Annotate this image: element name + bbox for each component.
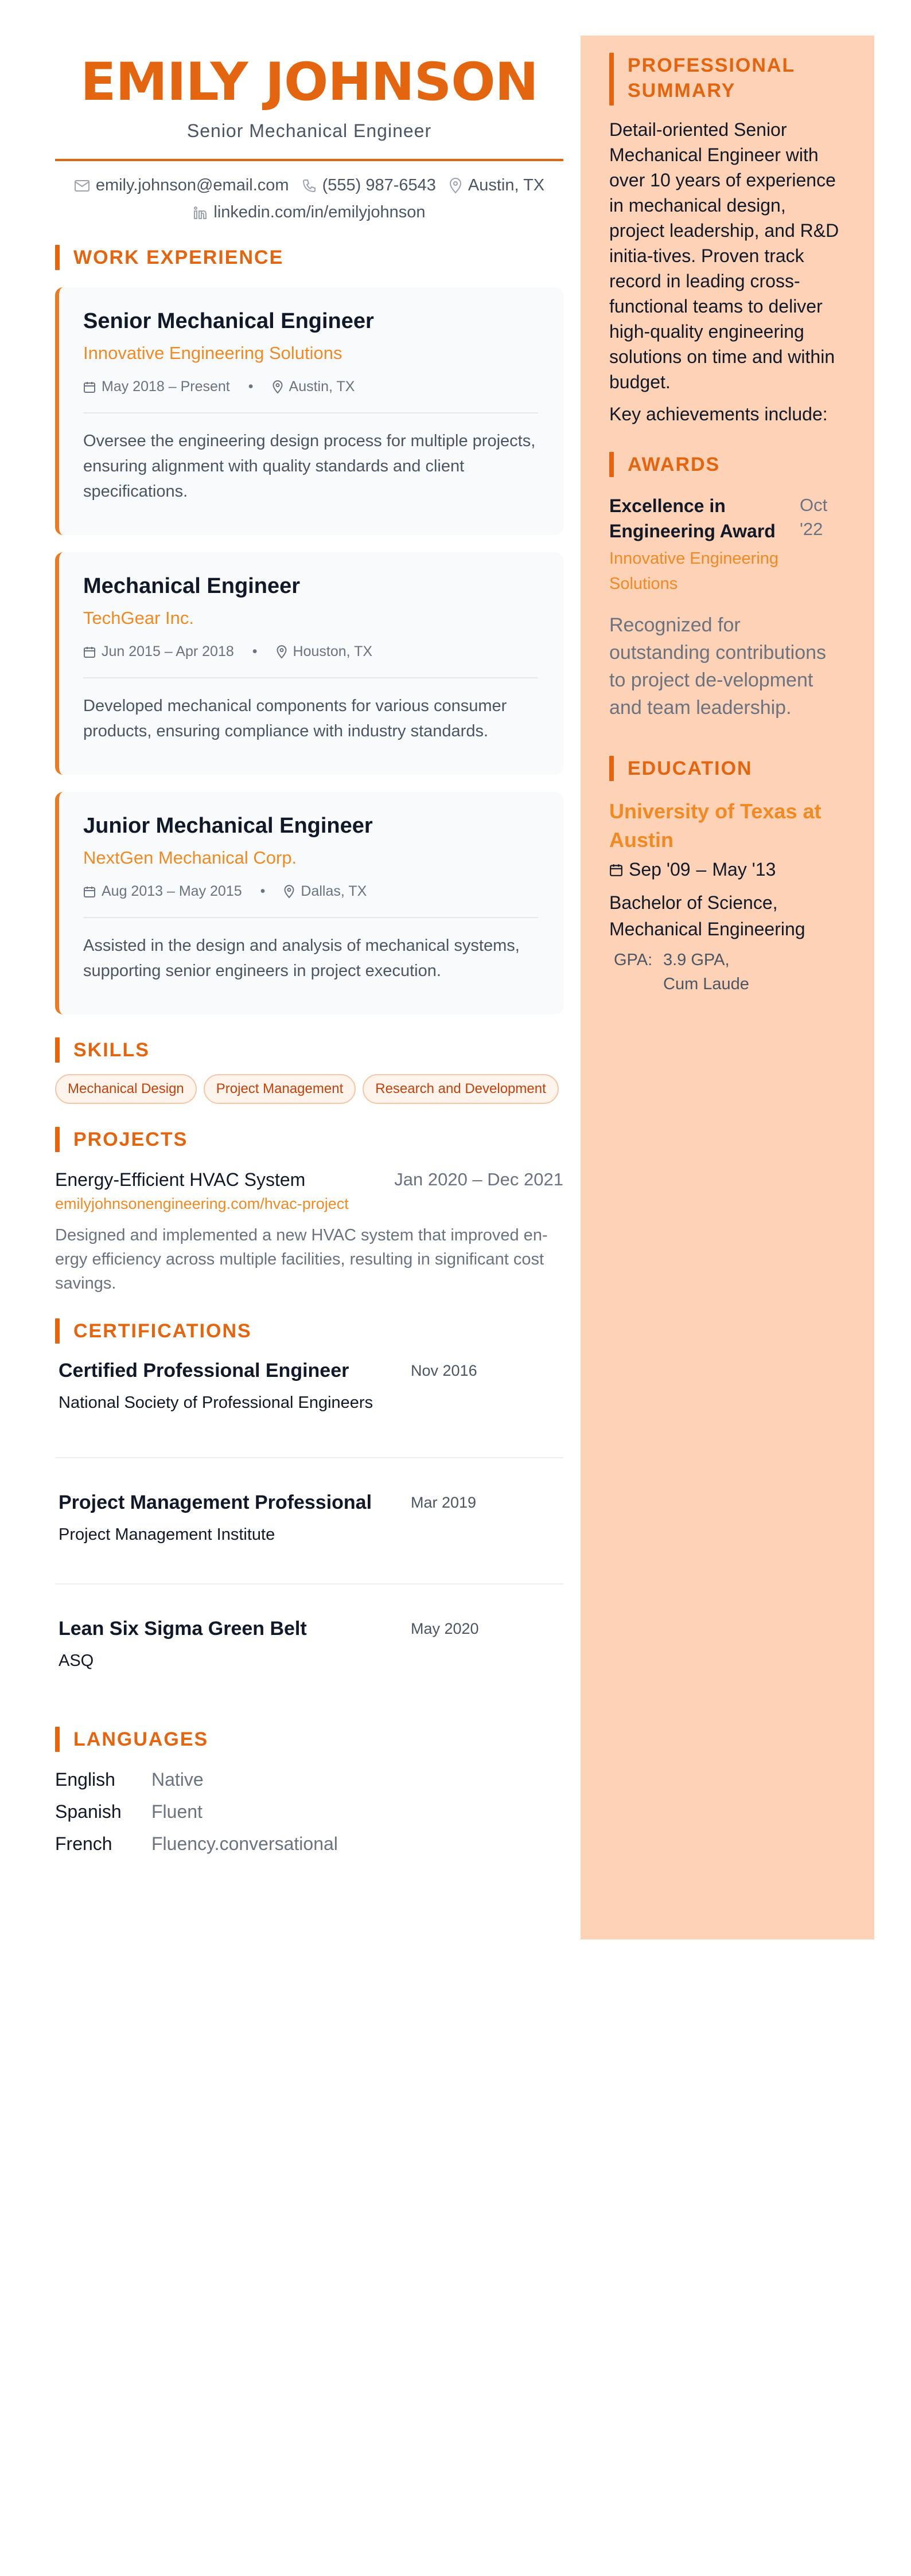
meta-separator: • bbox=[248, 378, 254, 395]
header-divider bbox=[55, 159, 563, 161]
education-section-title bbox=[609, 756, 846, 781]
awards-section-title bbox=[609, 452, 846, 477]
main-column bbox=[55, 50, 563, 1860]
skill-tag: Mechanical Design bbox=[55, 1074, 197, 1104]
projects-section-label: PROJECTS bbox=[73, 1128, 188, 1150]
skill-tag: Research and Development bbox=[363, 1074, 559, 1104]
education-gpa bbox=[609, 948, 846, 996]
gpa-label: GPA: bbox=[614, 951, 653, 969]
job-card bbox=[55, 287, 563, 535]
job-divider bbox=[83, 917, 538, 918]
job-title: Mechanical Engineer bbox=[83, 574, 301, 598]
section-accent-bar bbox=[609, 452, 614, 477]
job-company: Innovative Engineering Solutions bbox=[83, 343, 342, 363]
project-name: Energy-Efficient HVAC System bbox=[55, 1169, 306, 1190]
language-level: Fluent bbox=[151, 1801, 203, 1822]
job-title: Senior Mechanical Engineer bbox=[83, 309, 374, 333]
map-pin-icon bbox=[283, 885, 295, 899]
sidebar bbox=[581, 36, 874, 1939]
certification-item bbox=[55, 1618, 563, 1704]
education-school: University of Texas at Austin bbox=[609, 799, 822, 852]
summary-section-title bbox=[609, 53, 846, 106]
meta-separator: • bbox=[260, 883, 266, 899]
language-row bbox=[55, 1828, 563, 1860]
language-row bbox=[55, 1763, 563, 1796]
certification-title: Project Management Professional bbox=[59, 1492, 372, 1513]
languages-list bbox=[55, 1763, 563, 1860]
skills-section-title bbox=[55, 1037, 563, 1063]
job-dates: May 2018 – Present bbox=[102, 378, 230, 395]
certification-title: Lean Six Sigma Green Belt bbox=[59, 1618, 307, 1640]
education-dates bbox=[609, 859, 846, 880]
projects-section-title bbox=[55, 1127, 563, 1152]
certification-divider bbox=[55, 1583, 563, 1584]
education-end: May '13 bbox=[712, 859, 776, 880]
certification-divider bbox=[55, 1457, 563, 1458]
location-text: Austin, TX bbox=[468, 176, 545, 194]
email-item[interactable] bbox=[74, 176, 289, 195]
map-pin-icon bbox=[449, 178, 462, 194]
languages-section-label: LANGUAGES bbox=[73, 1728, 209, 1750]
job-description: Oversee the engineering design process for multiple projects, ensuring alignment with quality standards and client specifications. bbox=[83, 432, 536, 501]
candidate-name: EMILY JOHNSON bbox=[80, 52, 538, 112]
phone-item[interactable] bbox=[302, 176, 436, 195]
summary-text: Detail-oriented Senior Mechanical Engineer with over 10 years of experience in mechanical design, project leadership, and R&D initia-tives. Proven track record in leading cross-functional teams to deliver high-quality engineering solutions on time and within budget. bbox=[609, 119, 839, 392]
certifications-section-label: CERTIFICATIONS bbox=[73, 1320, 252, 1342]
certifications-section-title bbox=[55, 1318, 563, 1344]
language-level: Native bbox=[151, 1769, 204, 1790]
education-section-label: EDUCATION bbox=[628, 758, 753, 779]
section-accent-bar bbox=[609, 53, 614, 106]
languages-section-title bbox=[55, 1727, 563, 1752]
work-section-label: WORK EXPERIENCE bbox=[73, 246, 284, 268]
award-org: Innovative Engineering Solutions bbox=[609, 549, 779, 593]
section-accent-bar bbox=[55, 1037, 60, 1063]
project-dates: Jan 2020 – Dec 2021 bbox=[394, 1169, 563, 1189]
job-card bbox=[55, 552, 563, 775]
award-header bbox=[609, 493, 846, 544]
contact-row bbox=[55, 176, 563, 195]
certification-org: National Society of Professional Engineers bbox=[59, 1394, 373, 1412]
calendar-icon bbox=[83, 885, 96, 898]
language-level: Fluency.conversational bbox=[151, 1833, 338, 1854]
language-name: Spanish bbox=[55, 1801, 122, 1822]
section-accent-bar bbox=[609, 756, 614, 781]
skill-tag: Project Management bbox=[204, 1074, 356, 1104]
project-link[interactable]: emilyjohnsonengineering.com/hvac-project bbox=[55, 1195, 349, 1212]
map-pin-icon bbox=[276, 645, 287, 659]
skills-list bbox=[55, 1074, 563, 1104]
job-divider bbox=[83, 677, 538, 678]
section-accent-bar bbox=[55, 1127, 60, 1152]
section-accent-bar bbox=[55, 245, 60, 270]
project-header bbox=[55, 1169, 563, 1191]
calendar-icon bbox=[609, 863, 623, 877]
certification-date: Mar 2019 bbox=[411, 1494, 477, 1511]
map-pin-icon bbox=[272, 380, 283, 394]
job-description: Assisted in the design and analysis of mechanical systems, supporting senior engineers in project execution. bbox=[83, 936, 520, 980]
education-start: Sep '09 bbox=[629, 859, 691, 880]
job-meta bbox=[83, 883, 538, 900]
linkedin-text: linkedin.com/in/emilyjohnson bbox=[213, 203, 426, 221]
section-accent-bar bbox=[55, 1318, 60, 1344]
awards-section-label: AWARDS bbox=[628, 454, 721, 475]
language-name: French bbox=[55, 1833, 112, 1854]
calendar-icon bbox=[83, 381, 96, 393]
calendar-icon bbox=[83, 646, 96, 658]
skills-section-label: SKILLS bbox=[73, 1039, 150, 1061]
meta-separator: • bbox=[252, 643, 258, 659]
phone-icon bbox=[302, 178, 317, 193]
education-degree: Bachelor of Science, Mechanical Engineering bbox=[609, 892, 805, 939]
job-title: Junior Mechanical Engineer bbox=[83, 814, 373, 838]
summary-section-label: PROFESSIONAL SUMMARY bbox=[628, 54, 795, 102]
certification-title: Certified Professional Engineer bbox=[59, 1360, 349, 1381]
job-location: Dallas, TX bbox=[301, 883, 367, 899]
language-name: English bbox=[55, 1769, 115, 1790]
certification-item bbox=[55, 1360, 563, 1457]
achievements-label: Key achievements include: bbox=[609, 404, 828, 424]
contact-row-2 bbox=[55, 203, 563, 222]
candidate-role: Senior Mechanical Engineer bbox=[186, 120, 432, 141]
section-accent-bar bbox=[55, 1727, 60, 1752]
date-range-dash: – bbox=[696, 859, 707, 880]
certification-org: ASQ bbox=[59, 1652, 94, 1670]
job-meta bbox=[83, 378, 538, 395]
award-date: Oct '22 bbox=[800, 495, 828, 539]
job-company: TechGear Inc. bbox=[83, 608, 194, 628]
work-section-title bbox=[55, 245, 563, 270]
job-card bbox=[55, 792, 563, 1014]
award-description: Recognized for outstanding contributions to project de-velopment and team leadership. bbox=[609, 614, 827, 719]
project-description: Designed and implemented a new HVAC system that improved en-ergy efficiency across multiple facilities, resulting in significant cost savings. bbox=[55, 1226, 548, 1293]
mail-icon bbox=[74, 179, 90, 192]
email-text: emily.johnson@email.com bbox=[95, 176, 289, 194]
linkedin-icon bbox=[193, 205, 208, 220]
certification-date: May 2020 bbox=[411, 1620, 479, 1637]
job-location: Austin, TX bbox=[289, 378, 355, 395]
job-dates: Jun 2015 – Apr 2018 bbox=[102, 643, 234, 659]
linkedin-item[interactable] bbox=[193, 203, 425, 222]
job-divider bbox=[83, 412, 538, 413]
certification-item bbox=[55, 1492, 563, 1583]
certification-org: Project Management Institute bbox=[59, 1525, 275, 1544]
language-row bbox=[55, 1796, 563, 1828]
phone-text: (555) 987-6543 bbox=[322, 176, 436, 194]
job-company: NextGen Mechanical Corp. bbox=[83, 848, 297, 868]
award-name: Excellence in Engineering Award bbox=[609, 495, 776, 541]
job-meta bbox=[83, 643, 538, 660]
job-location: Houston, TX bbox=[293, 643, 373, 659]
certification-date: Nov 2016 bbox=[411, 1362, 477, 1379]
location-item bbox=[449, 176, 544, 195]
gpa-value: 3.9 GPA, Cum Laude bbox=[663, 951, 749, 993]
job-description: Developed mechanical components for various consumer products, ensuring compliance with industry standards. bbox=[83, 697, 507, 740]
job-dates: Aug 2013 – May 2015 bbox=[102, 883, 242, 899]
